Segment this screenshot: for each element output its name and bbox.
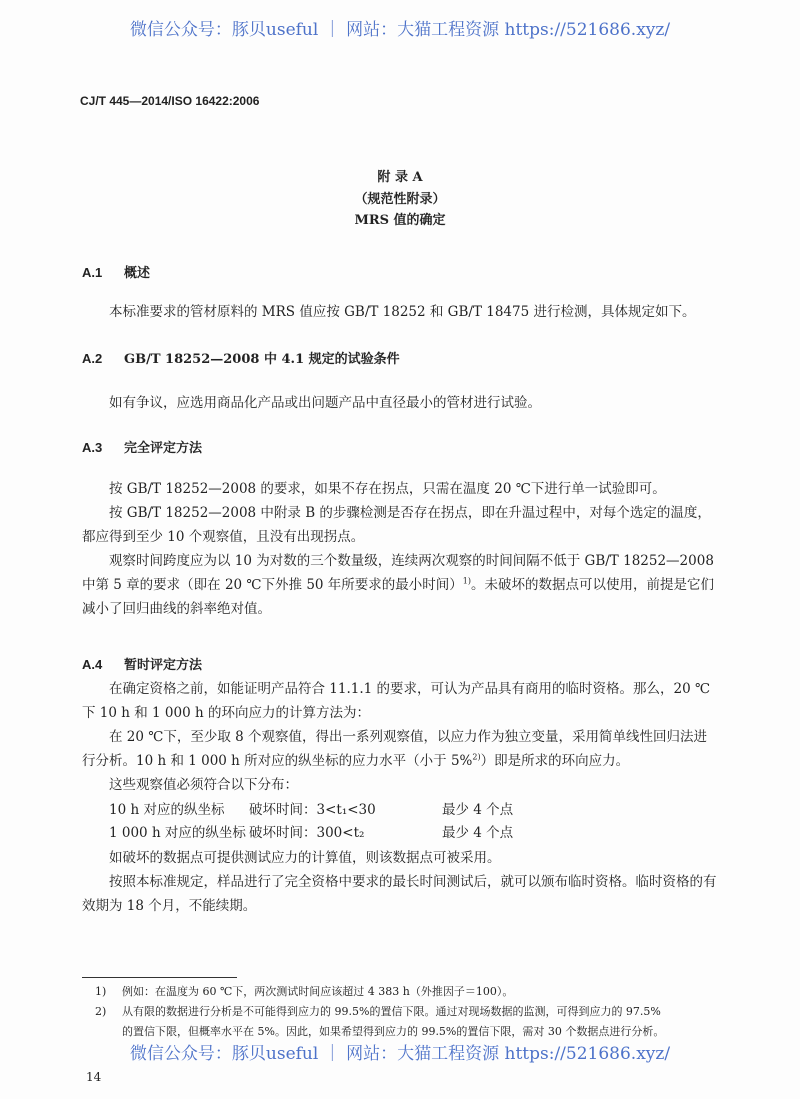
footnote-separator bbox=[82, 977, 237, 978]
footnote-number: 1) bbox=[95, 985, 107, 998]
footnote-1 bbox=[95, 982, 513, 1002]
section-heading-a2 bbox=[82, 348, 400, 367]
paragraph: 如有争议，应选用商品化产品或出问题产品中直径最小的管材进行试验。 bbox=[109, 395, 541, 411]
paragraph-text: 。未破坏的数据点可以使用，前提是它们减小了回归曲线的斜率绝对值。 bbox=[82, 577, 715, 617]
paragraph-text: ）即是所求的环向应力。 bbox=[480, 753, 630, 769]
annex-title: 附 录 A bbox=[377, 170, 423, 185]
footnote-ref[interactable]: 1) bbox=[462, 576, 472, 586]
page-number: 14 bbox=[86, 1070, 102, 1084]
paragraph: 按 GB/T 18252—2008 中附录 B 的步骤检测是否存在拐点，即在升温过程中，对每个选定的温度，都应得到至少 10 个观察值，且没有出现拐点。 bbox=[82, 505, 711, 545]
section-heading-a3 bbox=[82, 437, 202, 456]
section-title: 概述 bbox=[124, 266, 151, 281]
footnote-number: 2) bbox=[95, 1005, 107, 1018]
standard-number-header: CJ/T 445—2014/ISO 16422:2006 bbox=[80, 94, 260, 108]
section-number: A.3 bbox=[82, 440, 103, 455]
watermark-bottom: 微信公众号：豚贝useful ｜ 网站：大猫工程资源 https://521686.xyz/ bbox=[129, 1044, 671, 1064]
section-title: 暂时评定方法 bbox=[124, 658, 203, 673]
section-number: A.4 bbox=[82, 657, 103, 672]
section-heading-a4 bbox=[82, 654, 202, 673]
section-number: A.2 bbox=[82, 351, 103, 366]
distribution-row bbox=[109, 824, 514, 843]
paragraph: 如破坏的数据点可提供测试应力的计算值，则该数据点可被采用。 bbox=[109, 850, 501, 866]
paragraph bbox=[82, 549, 718, 621]
footnote-text: 的置信下限，但概率水平在 5%。因此，如果希望得到应力的 99.5%的置信下限，需对 30 个数据点进行分析。 bbox=[122, 1025, 665, 1038]
distribution-row bbox=[109, 801, 514, 820]
ordinate-label: 1 000 h 对应的纵坐标 bbox=[109, 825, 246, 841]
section-title: GB/T 18252—2008 中 4.1 规定的试验条件 bbox=[124, 352, 400, 367]
paragraph-text: 在 20 ℃下，至少取 8 个观察值，得出一系列观察值，以应力作为独立变量，采用简单线性回归法进行分析。10 h 和 1 000 h 所对应的纵坐标的应力水平（小于 5% bbox=[82, 729, 708, 769]
section-number: A.1 bbox=[82, 265, 103, 280]
paragraph: 按照本标准规定，样品进行了完全资格中要求的最长时间测试后，就可以颁布临时资格。临时资格的有效期为 18 个月，不能续期。 bbox=[82, 874, 717, 914]
footnote-2 bbox=[95, 1002, 664, 1042]
paragraph: 这些观察值必须符合以下分布： bbox=[109, 777, 298, 793]
footnote-ref[interactable]: 2) bbox=[472, 752, 481, 762]
annex-heading: MRS 值的确定 bbox=[354, 213, 446, 228]
paragraph: 在确定资格之前，如能证明产品符合 11.1.1 的要求，可认为产品具有商用的临时资格。那么，20 ℃下 10 h 和 1 000 h 的环向应力的计算方法为： bbox=[82, 681, 711, 721]
section-heading-a1 bbox=[82, 262, 150, 281]
min-points: 最少 4 个点 bbox=[442, 825, 514, 841]
paragraph bbox=[82, 725, 718, 773]
watermark-top: 微信公众号：豚贝useful ｜ 网站：大猫工程资源 https://521686.xyz/ bbox=[129, 20, 671, 40]
failure-time: 破坏时间：300<t₂ bbox=[249, 825, 365, 841]
paragraph: 本标准要求的管材原料的 MRS 值应按 GB/T 18252 和 GB/T 18475 进行检测，具体规定如下。 bbox=[109, 304, 696, 320]
footnote-text: 例如：在温度为 60 ℃下，两次测试时间应该超过 4 383 h（外推因子＝100）。 bbox=[122, 985, 514, 998]
min-points: 最少 4 个点 bbox=[442, 802, 514, 818]
ordinate-label: 10 h 对应的纵坐标 bbox=[109, 802, 225, 818]
failure-time: 破坏时间：3<t₁<30 bbox=[249, 802, 376, 818]
section-title: 完全评定方法 bbox=[124, 441, 203, 456]
footnote-text: 从有限的数据进行分析是不可能得到应力的 99.5%的置信下限。通过对现场数据的监测，可得到应力的 97.5% bbox=[122, 1005, 661, 1018]
paragraph: 按 GB/T 18252—2008 的要求，如果不存在拐点，只需在温度 20 ℃下进行单一试验即可。 bbox=[109, 481, 666, 497]
annex-type: （规范性附录） bbox=[354, 192, 446, 207]
paragraph-text: 观察时间跨度应为以 10 为对数的三个数量级，连续两次观察的时间间隔不低于 GB/T 18252—2008 中第 5 章的要求（即在 20 ℃下外推 50 年所要求的最小时间） bbox=[82, 553, 714, 593]
